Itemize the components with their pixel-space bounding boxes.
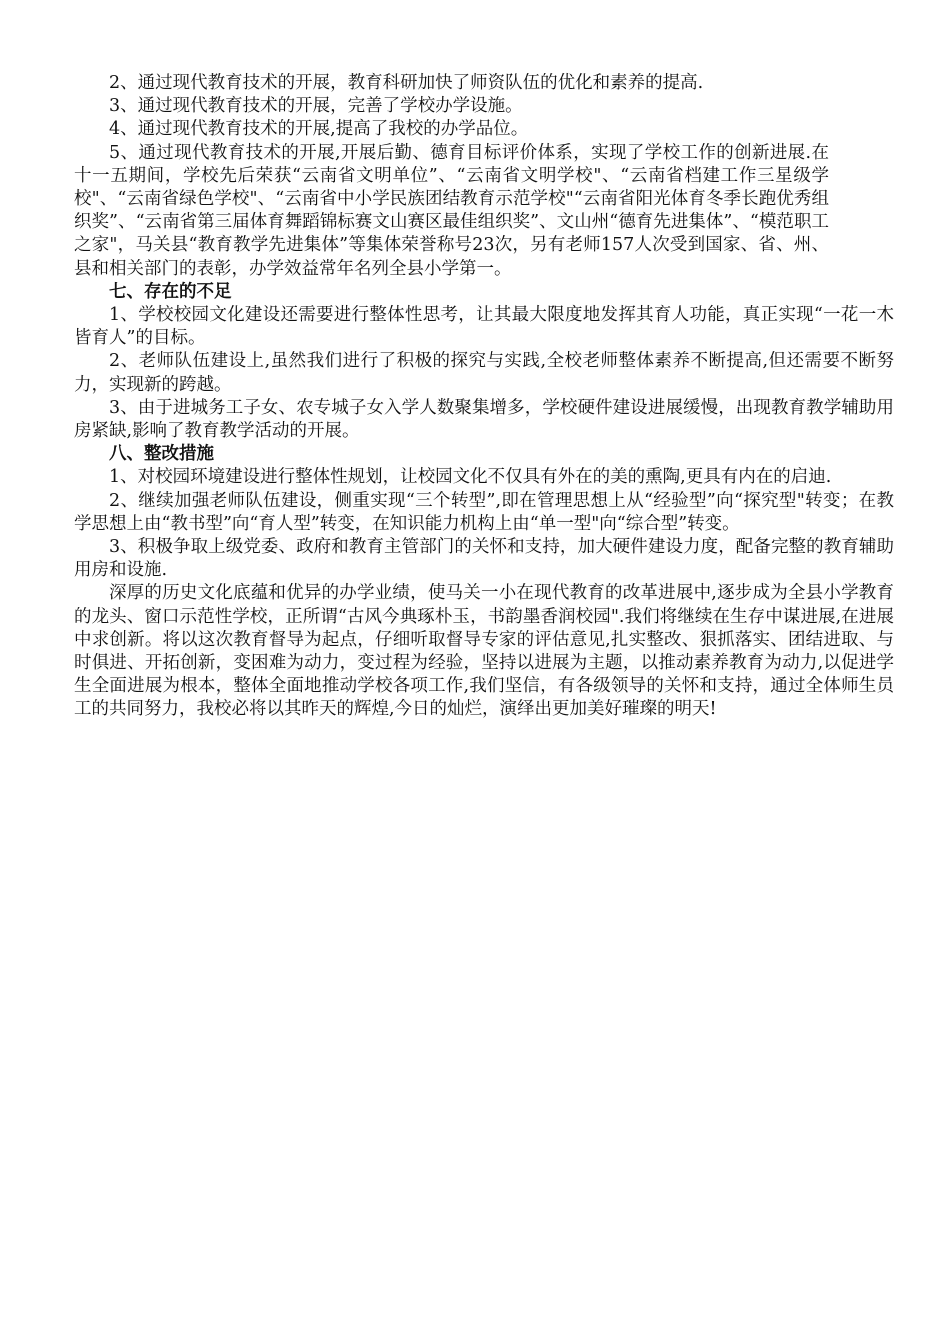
achievement-item-2: 2、通过现代教育技术的开展，教育科研加快了师资队伍的优化和素养的提高. <box>109 73 704 93</box>
section-heading-shortcomings: 七、存在的不足 <box>109 281 232 302</box>
shortcoming-item-1: 1、学校校园文化建设还需要进行整体性思考，让其最大限度地发挥其育人功能，真正实现“一花一木皆育人”的目标。 <box>74 305 894 349</box>
achievement-item-5: 5、通过现代教育技术的开展,开展后勤、德育目标评价体系，实现了学校工作的创新进展.在十一五期间，学校先后荣获“云南省文明单位”、“云南省文明学校"、“云南省档建工作三星级学校"、“云南省绿色学校"、“云南省中小学民族团结教育示范学校"“云南省阳光体育冬季长跑优秀组织奖”、“云南省第三届体育舞蹈锦标赛文山赛区最佳组织奖”、文山州“德育先进集体”、“模范职工之家"，马关县“教育教学先进集体”等集体荣誉称号23次，另有老师157人次受到国家、省、州、县和相关部门的表彰，办学效益常年名列全县小学第一。 <box>74 142 829 279</box>
shortcoming-item-3: 3、由于进城务工子女、农专城子女入学人数聚集增多，学校硬件建设进展缓慢，出现教育教学辅助用房紧缺,影响了教育教学活动的开展。 <box>74 397 894 442</box>
measure-item-3: 3、积极争取上级党委、政府和教育主管部门的关怀和支持，加大硬件建设力度，配备完整的教育辅助用房和设施. <box>74 537 894 581</box>
shortcoming-item-2: 2、老师队伍建设上,虽然我们进行了积极的探究与实践,全校老师整体素养不断提高,但还需要不断努力，实现新的跨越。 <box>74 351 894 395</box>
measure-item-2: 2、继续加强老师队伍建设，侧重实现“三个转型”,即在管理思想上从“经验型”向“探究型"转变；在教学思想上由“教书型”向“育人型”转变，在知识能力机构上由“单一型"向“综合型”转变。 <box>74 490 894 534</box>
achievement-item-4: 4、通过现代教育技术的开展,提高了我校的办学品位。 <box>109 119 529 140</box>
achievement-item-3: 3、通过现代教育技术的开展，完善了学校办学设施。 <box>109 96 523 117</box>
document-page <box>74 72 894 722</box>
measure-item-1: 1、对校园环境建设进行整体性规划，让校园文化不仅具有外在的美的熏陶,更具有内在的启迪. <box>109 467 832 488</box>
section-heading-measures: 八、整改措施 <box>109 444 214 465</box>
conclusion-paragraph: 深厚的历史文化底蕴和优异的办学业绩，使马关一小在现代教育的改革进展中,逐步成为全县小学教育的龙头、窗口示范性学校，正所谓“古风今典琢朴玉，书韵墨香润校园".我们将继续在生存中谋进展,在进展中求创新。将以这次教育督导为起点，仔细听取督导专家的评估意见,扎实整改、狠抓落实、团结进取、与时俱进、开拓创新，变困难为动力，变过程为经验，坚持以进展为主题，以推动素养教育为动力,以促进学生全面进展为根本，整体全面地推动学校各项工作,我们坚信，有各级领导的关怀和支持，通过全体师生员工的共同努力，我校必将以其昨天的辉煌,今日的灿烂，演绎出更加美好璀璨的明天! <box>74 583 894 720</box>
